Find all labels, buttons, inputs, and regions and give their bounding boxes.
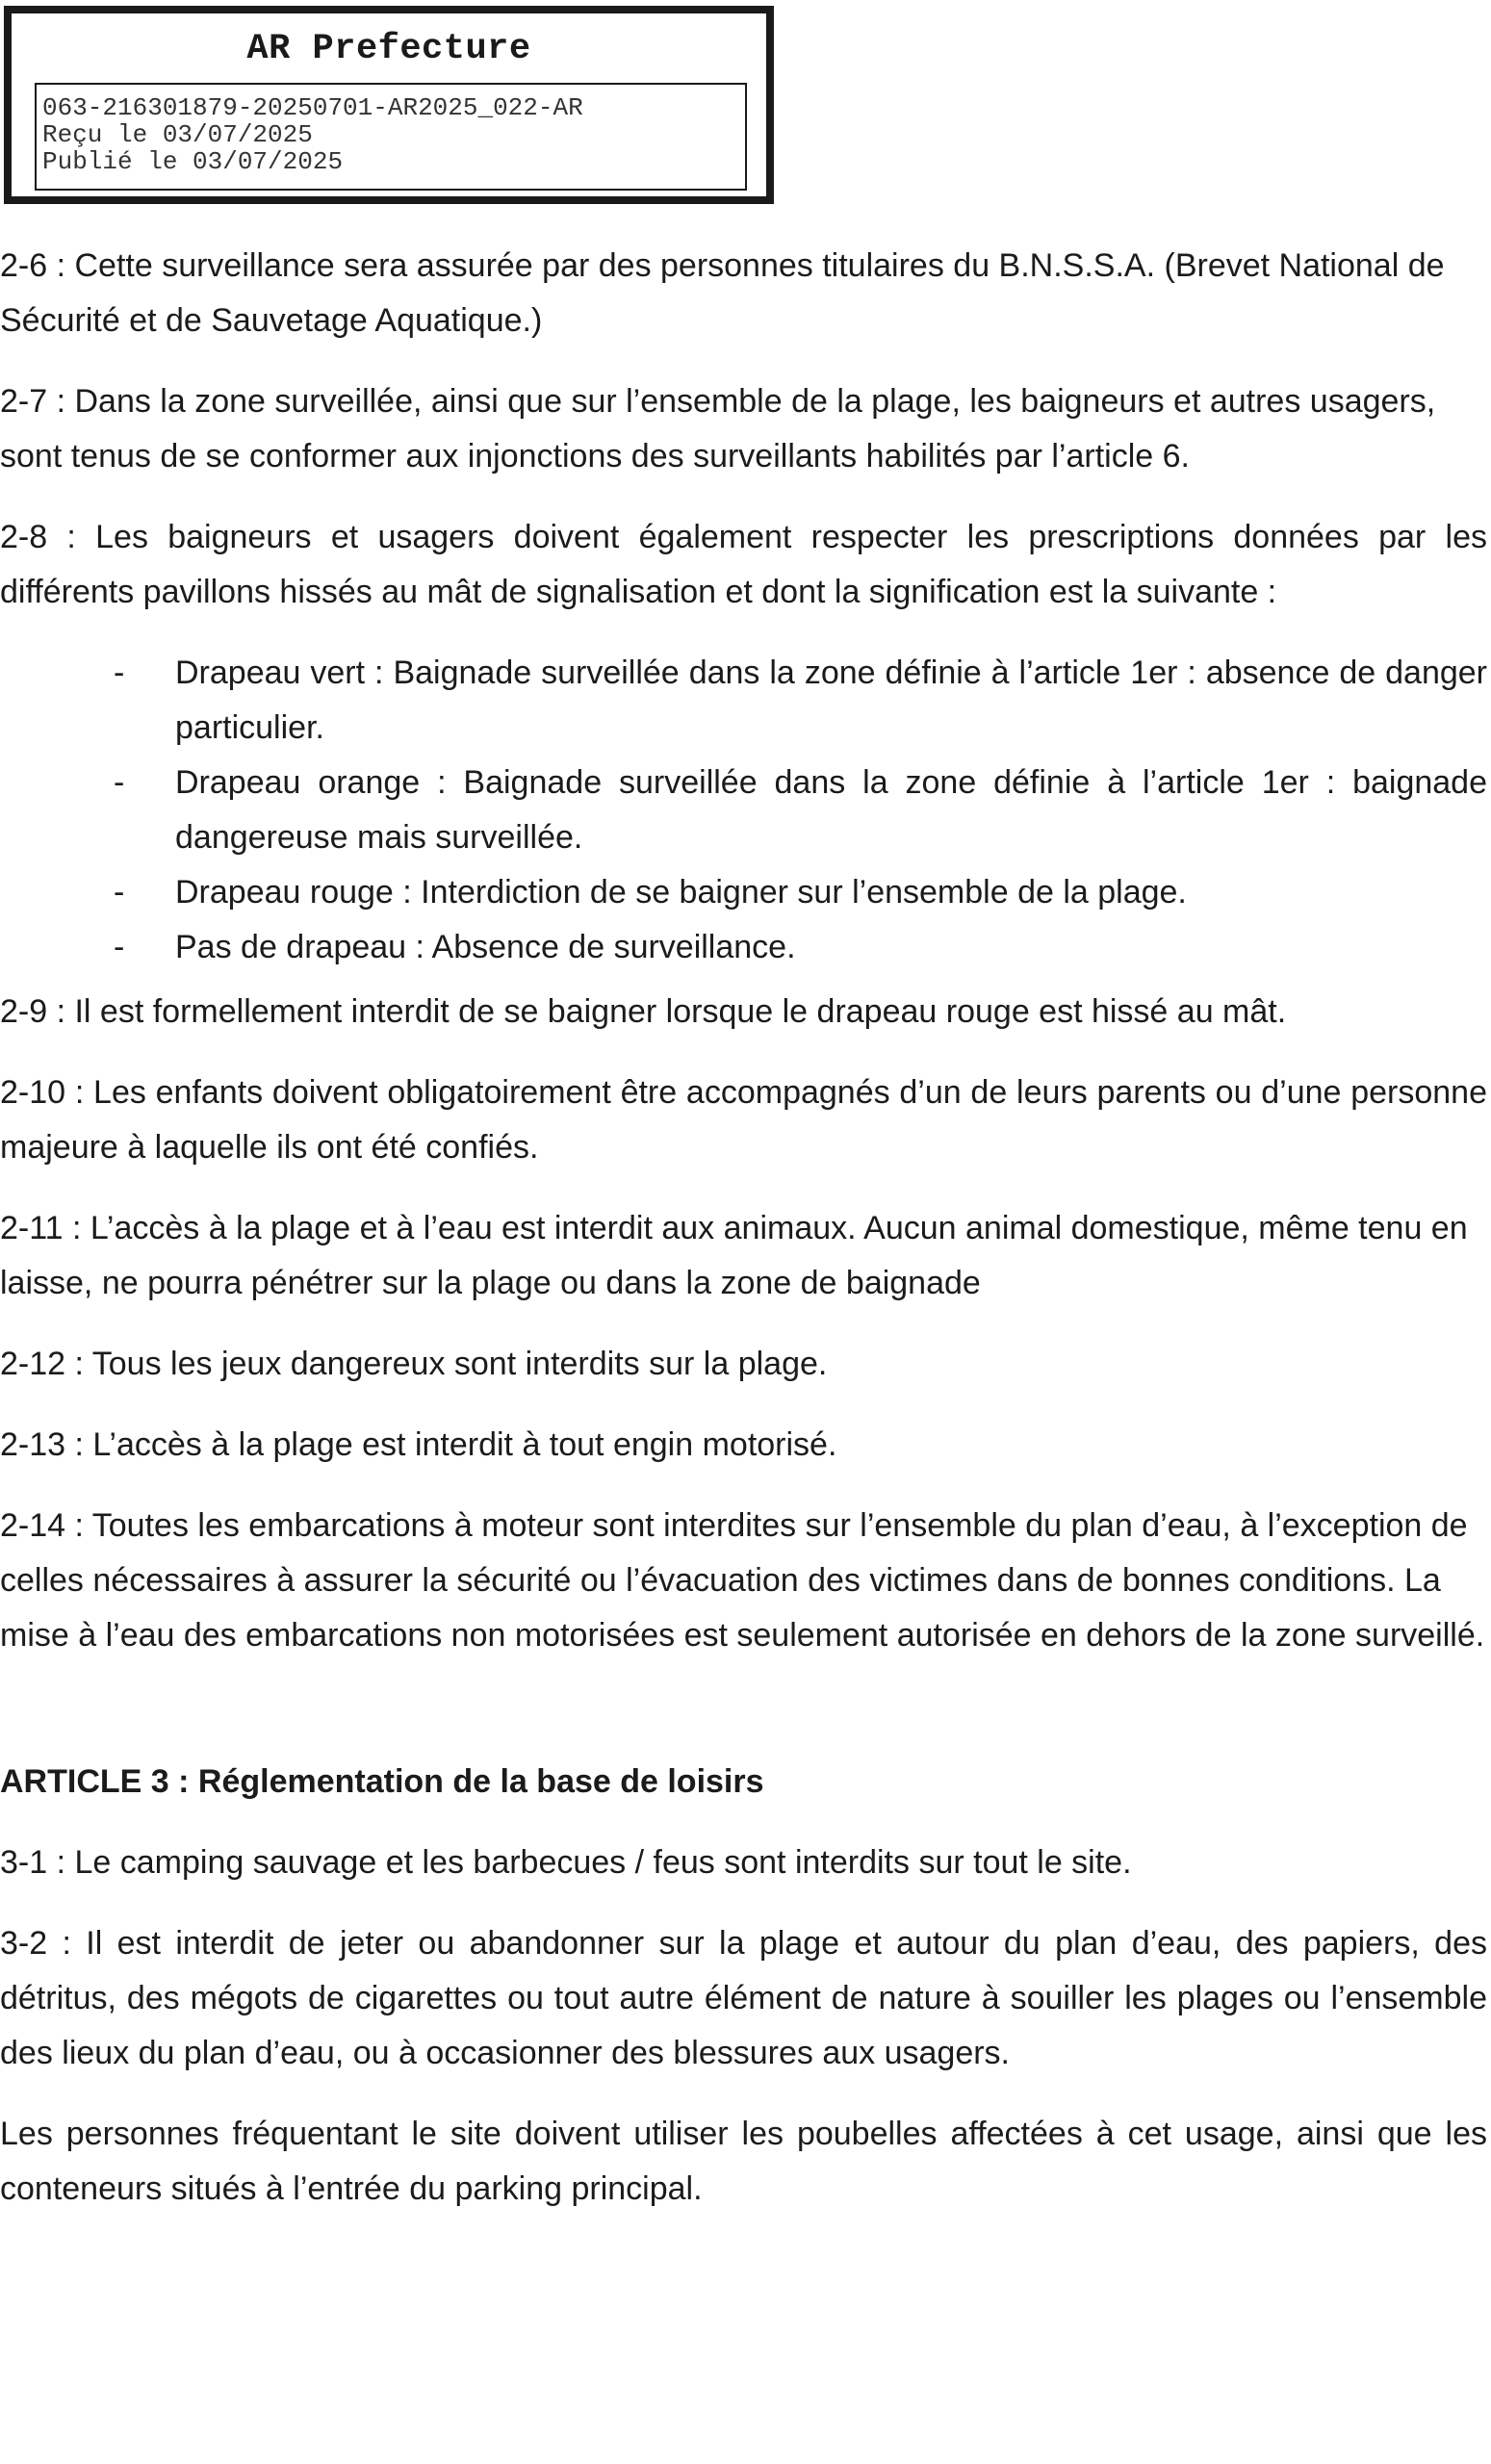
- article-3-heading: ARTICLE 3 : Réglementation de la base de loisirs: [0, 1763, 764, 1800]
- flag-item-orange: [0, 756, 1487, 865]
- paragraph-2-14: 2-14 : Toutes les embarcations à moteur sont interdites sur l’ensemble du plan d’eau, à l’exception de celles nécessaires à assurer la sécurité ou l’évacuation des victimes dans de bonnes conditions. La mise à l’eau des embarcations non motorisées est seulement autorisée en dehors de la zone surveillé.: [0, 1507, 1485, 1654]
- flag-item-none: [0, 920, 1487, 975]
- flag-item-text: Drapeau rouge : Interdiction de se baigner sur l’ensemble de la plage.: [175, 874, 1187, 911]
- paragraph-2-9: 2-9 : Il est formellement interdit de se baigner lorsque le drapeau rouge est hissé au mât.: [0, 993, 1287, 1030]
- stamp-details: [35, 83, 747, 191]
- stamp-received-date: Reçu le 03/07/2025: [42, 120, 313, 149]
- flag-item-red: [0, 865, 1487, 920]
- paragraph-3-2: 3-2 : Il est interdit de jeter ou abandonner sur la plage et autour du plan d’eau, des papiers, des détritus, des mégots de cigarettes ou tout autre élément de nature à souiller les plages ou l’ensemble des lieux du plan d’eau, ou à occasionner des blessures aux usagers.: [0, 1925, 1487, 2071]
- stamp-reference: 063-216301879-20250701-AR2025_022-AR: [42, 93, 583, 122]
- paragraph-2-6: 2-6 : Cette surveillance sera assurée par des personnes titulaires du B.N.S.S.A. (Brevet National de Sécurité et de Sauvetage Aquatique.): [0, 247, 1445, 339]
- stamp-title: AR Prefecture: [246, 29, 531, 69]
- paragraph-2-10: 2-10 : Les enfants doivent obligatoirement être accompagnés d’un de leurs parents ou d’une personne majeure à laquelle ils ont été confiés.: [0, 1074, 1487, 1166]
- document-body: [0, 239, 1487, 2243]
- flag-item-green: [0, 646, 1487, 756]
- flag-item-text: Drapeau vert : Baignade surveillée dans la zone définie à l’article 1er : absence de danger particulier.: [175, 654, 1487, 746]
- list-dash: -: [114, 874, 125, 911]
- prefecture-stamp: [4, 6, 774, 204]
- flag-list: [0, 646, 1487, 975]
- flag-item-text: Pas de drapeau : Absence de surveillance.: [175, 929, 796, 965]
- paragraph-2-11: 2-11 : L’accès à la plage et à l’eau est interdit aux animaux. Aucun animal domestique, même tenu en laisse, ne pourra pénétrer sur la plage ou dans la zone de baignade: [0, 1210, 1468, 1301]
- list-dash: -: [114, 654, 125, 691]
- paragraph-3-1: 3-1 : Le camping sauvage et les barbecues / feus sont interdits sur tout le site.: [0, 1844, 1132, 1881]
- list-dash: -: [114, 764, 125, 801]
- section-spacer: [0, 1689, 1487, 1755]
- paragraph-2-12: 2-12 : Tous les jeux dangereux sont interdits sur la plage.: [0, 1346, 828, 1382]
- paragraph-2-7: 2-7 : Dans la zone surveillée, ainsi que sur l’ensemble de la plage, les baigneurs et autres usagers, sont tenus de se conformer aux injonctions des surveillants habilités par l’article 6.: [0, 383, 1436, 475]
- list-dash: -: [114, 929, 125, 965]
- stamp-published-date: Publié le 03/07/2025: [42, 147, 344, 176]
- flag-item-text: Drapeau orange : Baignade surveillée dans la zone définie à l’article 1er : baignade dangereuse mais surveillée.: [175, 764, 1487, 856]
- paragraph-2-8: 2-8 : Les baigneurs et usagers doivent également respecter les prescriptions données par les différents pavillons hissés au mât de signalisation et dont la signification est la suivante :: [0, 519, 1487, 610]
- paragraph-3-bins: Les personnes fréquentant le site doivent utiliser les poubelles affectées à cet usage, ainsi que les conteneurs situés à l’entrée du parking principal.: [0, 2116, 1487, 2207]
- paragraph-2-13: 2-13 : L’accès à la plage est interdit à tout engin motorisé.: [0, 1426, 837, 1463]
